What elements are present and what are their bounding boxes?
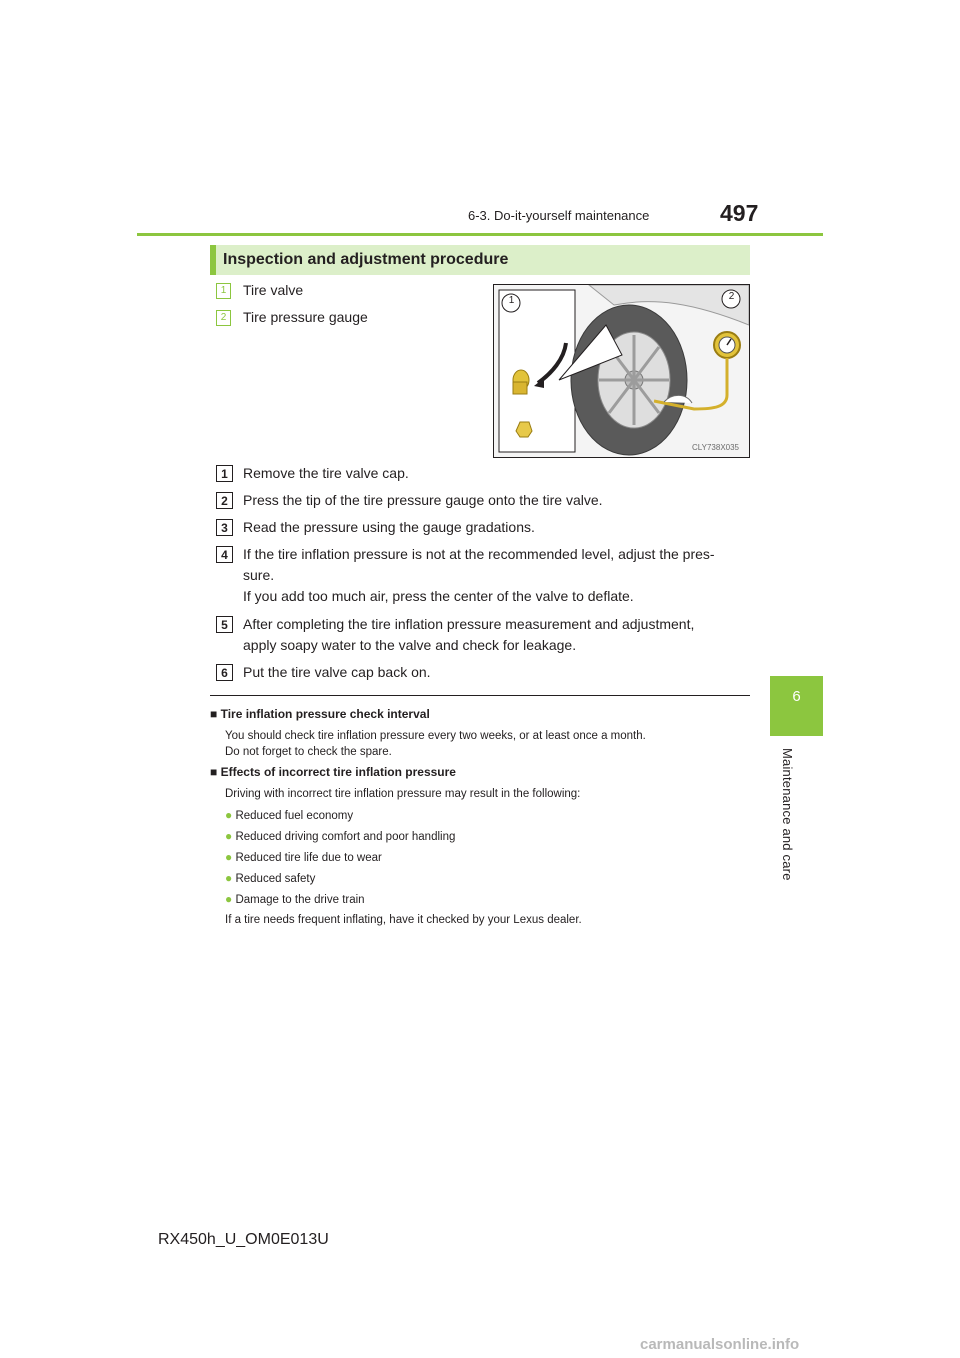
step-text-6 — [243, 662, 746, 683]
effect-item-2 — [225, 828, 455, 845]
step-text-5 — [243, 614, 746, 656]
effect-item-3 — [225, 849, 382, 866]
circle-bullet-icon: ● — [225, 892, 233, 906]
step-6-line: Put the tire valve cap back on. — [243, 664, 431, 680]
step-4-line-3: If you add too much air, press the center of the valve to deflate. — [243, 588, 634, 604]
effect-item-1 — [225, 807, 353, 824]
running-section-title: 6-3. Do-it-yourself maintenance — [468, 208, 650, 223]
legend-label-tire-valve: Tire valve — [243, 282, 304, 298]
section-heading: Inspection and adjustment procedure — [223, 251, 509, 268]
effect-item-text: Damage to the drive train — [235, 894, 365, 906]
illustration-callout-1: 1 — [508, 295, 515, 306]
step-2-line: Press the tip of the tire pressure gauge onto the tire valve. — [243, 492, 603, 508]
step-3-line: Read the pressure using the gauge gradations. — [243, 519, 535, 535]
step-badge-4: 4 — [216, 546, 233, 563]
illustration-code: CLY738X035 — [692, 443, 739, 452]
note-heading-interval-text: Tire inflation pressure check interval — [220, 707, 430, 721]
step-5-line-1: After completing the tire inflation pressure measurement and adjustment, — [243, 616, 695, 632]
effect-item-text: Reduced tire life due to wear — [235, 852, 382, 864]
circle-bullet-icon: ● — [225, 850, 233, 864]
model-code-footer: RX450h_U_OM0E013U — [158, 1231, 329, 1248]
tire-gauge-drawing — [494, 285, 749, 457]
note-interval-body — [225, 728, 646, 760]
step-badge-1: 1 — [216, 465, 233, 482]
step-1-line: Remove the tire valve cap. — [243, 465, 409, 481]
tire-check-illustration — [493, 284, 750, 458]
legend-label-pressure-gauge: Tire pressure gauge — [243, 309, 368, 325]
circle-bullet-icon: ● — [225, 829, 233, 843]
step-5-line-2: apply soapy water to the valve and check for leakage. — [243, 637, 577, 653]
circle-bullet-icon: ● — [225, 871, 233, 885]
note-heading-interval — [210, 707, 430, 721]
note-interval-line-1: You should check tire inflation pressure every two weeks, or at least once a month. — [225, 730, 646, 742]
illustration-callout-2: 2 — [728, 291, 735, 302]
note-heading-effects-text: Effects of incorrect tire inflation pressure — [220, 765, 456, 779]
note-closing: If a tire needs frequent inflating, have it checked by your Lexus dealer. — [225, 914, 582, 926]
effect-item-text: Reduced safety — [235, 873, 316, 885]
note-effects-intro: Driving with incorrect tire inflation pressure may result in the following: — [225, 788, 581, 800]
note-interval-line-2: Do not forget to check the spare. — [225, 746, 392, 758]
chapter-tab-label: Maintenance and care — [780, 748, 795, 881]
step-text-1 — [243, 463, 746, 484]
effect-item-text: Reduced fuel economy — [235, 810, 354, 822]
step-4-line-2: sure. — [243, 567, 275, 583]
page-number: 497 — [720, 200, 759, 226]
chapter-tab-number: 6 — [792, 688, 801, 705]
step-text-4 — [243, 544, 746, 607]
legend-callout-2: 2 — [216, 310, 231, 326]
step-badge-5: 5 — [216, 616, 233, 633]
step-badge-2: 2 — [216, 492, 233, 509]
square-bullet-icon: ■ — [210, 707, 218, 721]
step-4-line-1: If the tire inflation pressure is not at the recommended level, adjust the pres- — [243, 546, 715, 562]
square-bullet-icon: ■ — [210, 765, 218, 779]
step-badge-6: 6 — [216, 664, 233, 681]
chapter-tab — [770, 676, 823, 736]
effect-item-text: Reduced driving comfort and poor handling — [235, 831, 456, 843]
watermark: carmanualsonline.info — [640, 1336, 800, 1353]
effect-item-4 — [225, 870, 315, 887]
note-heading-effects — [210, 765, 456, 779]
step-text-3 — [243, 517, 746, 538]
circle-bullet-icon: ● — [225, 808, 233, 822]
step-text-2 — [243, 490, 746, 511]
notes-divider — [210, 695, 750, 696]
step-badge-3: 3 — [216, 519, 233, 536]
header-rule — [137, 233, 823, 236]
effect-item-5 — [225, 891, 365, 908]
legend-callout-1: 1 — [216, 283, 231, 299]
